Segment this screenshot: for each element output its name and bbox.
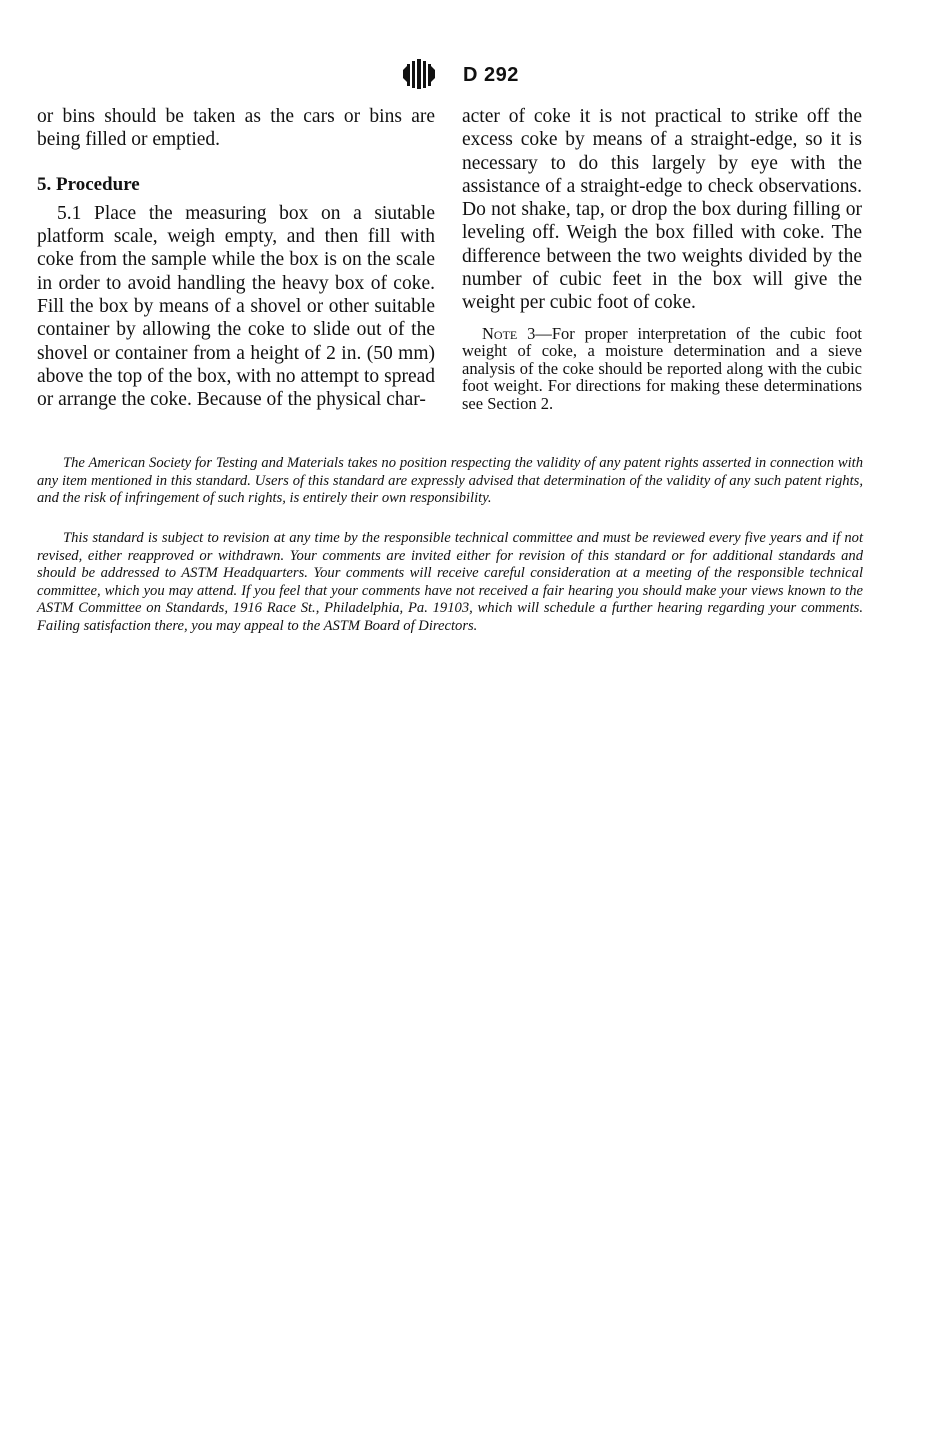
- left-column: [37, 105, 435, 412]
- revision-notice-text: This standard is subject to revision at any time by the responsible technical committee and must be reviewed every five years and if not revised, either reapproved or withdrawn. Your comments are invited either for revision of this standard or for additional standards and should be addressed to ASTM Headquarters. Your comments will receive careful consideration at a meeting of the responsible technical committee, which you may attend. If you feel that your comments have not received a fair hearing you should make your views known to the ASTM Committee on Standards, 1916 Race St., Philadelphia, Pa. 19103, which will schedule a further hearing regarding your comments. Failing satisfaction there, you may appeal to the ASTM Board of Directors.: [37, 530, 863, 634]
- note-3: [462, 325, 862, 413]
- note-text: —For proper interpretation of the cubic foot weight of coke, a moisture determination and a sieve analysis of the coke should be reported along with the cubic foot weight. For directions for making these determinations see Section 2.: [462, 323, 862, 413]
- patent-disclaimer: [37, 455, 863, 508]
- right-column: [462, 105, 862, 412]
- paragraph-5-1: 5.1 Place the measuring box on a siutable platform scale, weigh empty, and then fill with coke from the sample while the box is on the scale in order to avoid handling the heavy box of coke. Fill the box by means of a shovel or other suitable container by allowing the coke to slide out of the shovel or container from a height of 2 in. (50 mm) above the top of the box, with no attempt to spread or arrange the coke. Because of the physical char-: [37, 202, 435, 411]
- left-continuation-paragraph: or bins should be taken as the cars or bins are being filled or emptied.: [37, 106, 435, 151]
- note-label: Note 3: [482, 323, 536, 343]
- page-header: [0, 58, 950, 94]
- patent-disclaimer-text: The American Society for Testing and Materials takes no position respecting the validity of any patent rights asserted in connection with any item mentioned in this standard. Users of this standard are expressly advised that determination of the validity of any such patent rights, and the risk of infringement of such rights, is entirely their own responsibility.: [37, 455, 863, 507]
- section-heading-procedure: 5. Procedure: [37, 173, 140, 195]
- right-continuation-paragraph: acter of coke it is not practical to strike off the excess coke by means of a straight-edge, so it is necessary to do this largely by eye with the assistance of a straight-edge to check observations. Do not shake, tap, or drop the box during filling or leveling off. Weigh the box filled with coke. The difference between the two weights divided by the number of cubic feet in the box will give the weight per cubic foot of coke.: [462, 106, 862, 314]
- astm-logo-icon: [401, 58, 437, 90]
- revision-notice: [37, 530, 863, 636]
- standard-designation: D 292: [463, 64, 519, 86]
